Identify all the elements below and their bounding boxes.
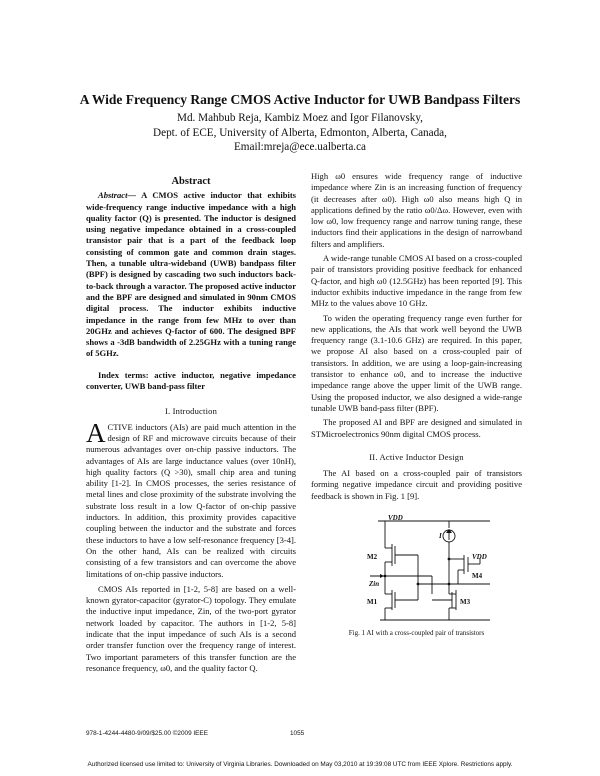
drop-cap: A	[86, 417, 106, 448]
right-paragraph-3: To widen the operating frequency range even further for new applications, the AIs that work well beyond the UWB frequency range (3.1-10.6 GHz) are required. In this paper, we propose AI also based on a cross-coupled pair of transistors. In addition, we are using a loop-gain-increasing transistor to enhance ω0, and to increase the inductive impedance range above the upper limit of the UWB range. Using the proposed inductor, we also designed a wide-range tunable UWB band-pass filter (BPF).	[311, 312, 522, 413]
affiliation: Dept. of ECE, University of Alberta, Edmonton, Alberta, Canada,	[153, 126, 447, 139]
abstract-text	[86, 190, 296, 359]
m4-label: M4	[472, 572, 483, 580]
intro-paragraph-1	[86, 417, 296, 580]
license-notice: Authorized licensed use limited to: University of Virginia Libraries. Downloaded on May 03,2010 at 19:39:08 UTC from IEEE Xplore. Restrictions apply.	[87, 761, 513, 768]
current-arrow-head	[446, 529, 452, 533]
right-paragraph-4: The proposed AI and BPF are designed and simulated in STMicroelectronics 90nm digital CMOS process.	[311, 417, 522, 439]
right-paragraph-1: High ω0 ensures wide frequency range of inductive impedance where Zin is an increasing function of frequency (it decreases after ω0). High ω0 also means high Q in applications defined by the ratio ω0/Δω. However, even with low ω0, low frequency range and narrow tuning range, these inductors find their applications in the design of narrowband filters and amplifiers.	[311, 171, 522, 249]
index-terms: Index terms: active inductor, negative impedance converter, UWB band-pass filter	[86, 369, 296, 392]
m1-label: M1	[367, 598, 378, 606]
abstract-heading: Abstract	[171, 176, 211, 187]
zin-arrow-head	[380, 574, 384, 578]
abstract-body: A CMOS active inductor that exhibits wide-frequency range inductive impedance with a high quality factor (Q) is presented. The inductor is designed using negative impedance obtained in a cross-coupled transistor pair that is a part of the feedback loop consisting of common gate and common drain stages. Then, a tunable ultra-wideband (UWB) bandpass filter (BPF) is designed by cascading two such inductors back-to-back through a varactor. The proposed active inductor and the BPF are designed and simulated in 90nm CMOS digital process. The inductor exhibits inductive impedance in the range from few MHz to over than 20GHz and achieves Q-factor of 600. The designed BPF shows a -3dB bandwidth of 2.25GHz with a tuning range of 5GHz.	[86, 190, 296, 359]
node-dot-4	[448, 558, 451, 561]
current-label: I	[439, 532, 442, 540]
vdd-top-label: VDD	[388, 514, 403, 522]
email: Email:mreja@ece.ualberta.ca	[233, 141, 367, 154]
zin-label: Zin	[369, 580, 380, 588]
circuit-figure	[340, 514, 515, 626]
footer-copyright: 978-1-4244-4480-9/09/$25.00 ©2009 IEEE	[86, 730, 208, 737]
paper-title: A Wide Frequency Range CMOS Active Inductor for UWB Bandpass Filters	[79, 92, 521, 107]
intro-paragraph-1-text: CTIVE inductors (AIs) are paid much attention in the design of RF and microwave circuits because of their numerous advantages over on-chip passive inductors. The advantages of AIs are large inductance values (over 10nH), high quality factors (Q >30), small chip area and tuning ability [1-2]. In CMOS processes, the series resistance of metal lines and close proximity of the substrate involving the substrate loss result in a low Q-factor of on-chip passive inductors. In addition, this proximity provides capacitive coupling between the inductor and the substrate and forces these inductors to have a low self-resonance frequency [3-4]. On the other hand, AIs can be realized with circuits consisting of a few transistors and can overcome the above limitations of on-chip passive inductors.	[86, 421, 296, 579]
right-paragraph-2: A wide-range tunable CMOS AI based on a cross-coupled pair of transistors providing positive feedback for enhanced Q-factor, and high ω0 (12.5GHz) has been reported [9]. This inductor exhibits inductive impedance in the range from few MHz to the values above 10 GHz.	[311, 253, 522, 309]
right-paragraph-5: The AI based on a cross-coupled pair of transistors forming negative impedance circuit and providing positive feedback is shown in Fig. 1 [9].	[311, 468, 522, 501]
section-1-heading: I. Introduction	[164, 406, 218, 417]
left-column	[86, 176, 296, 674]
figure-caption: Fig. 1 AI with a cross-coupled pair of transistors	[348, 629, 485, 637]
author-block	[0, 111, 600, 155]
intro-paragraph-2: CMOS AIs reported in [1-2, 5-8] are based on a well-known gyrator-capacitor (gyrator-C) topology. They emulate the inductive input impedance, Zin, of the two-port gyrator network loaded by capacitor. The authors in [1-2, 5-8] indicate that the input impedance of such AIs is a second order transfer function over the frequency range of interest. Two important parameters of this transfer function are the resonance frequency, ω0, and the quality factor Q.	[86, 583, 296, 673]
right-column	[311, 171, 522, 502]
node-dot-3	[448, 583, 451, 586]
authors-line: Md. Mahbub Reja, Kambiz Moez and Igor Filanovsky,	[177, 112, 423, 124]
node-dot-2	[417, 583, 420, 586]
abstract-label: Abstract—	[98, 190, 136, 201]
section-2-heading: II. Active Inductor Design	[369, 451, 464, 462]
m3-label: M3	[460, 598, 471, 606]
m2-label: M2	[367, 553, 378, 561]
node-dot-1	[384, 575, 387, 578]
footer-page-number: 1055	[290, 730, 305, 737]
vdd-right-label: VDD	[472, 553, 487, 561]
